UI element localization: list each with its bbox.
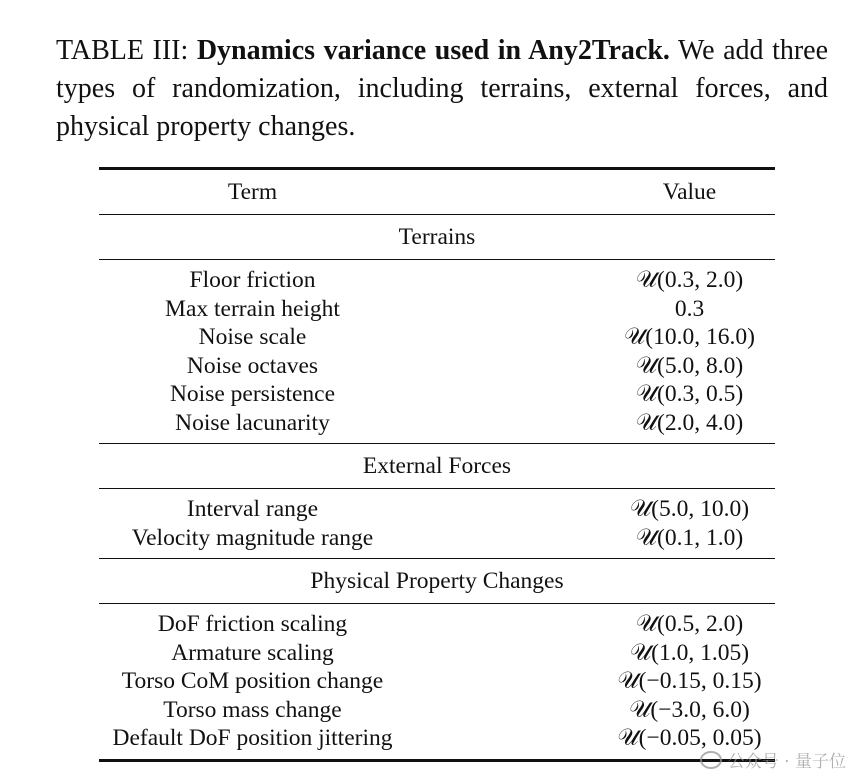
table-row bbox=[99, 409, 775, 438]
table-row bbox=[99, 352, 775, 381]
value-cell: 𝒰(5.0, 10.0) bbox=[629, 496, 750, 522]
term-cell: Torso mass change bbox=[163, 696, 342, 723]
header-row bbox=[99, 170, 775, 214]
section-title-terrains: Terrains bbox=[398, 224, 476, 250]
value-cell: 𝒰(−0.05, 0.05) bbox=[617, 725, 762, 751]
table-row bbox=[99, 266, 775, 295]
table-row bbox=[99, 696, 775, 725]
table-row bbox=[99, 295, 775, 324]
term-cell: Armature scaling bbox=[171, 639, 334, 666]
value-cell: 𝒰(2.0, 4.0) bbox=[635, 409, 744, 436]
term-cell: Interval range bbox=[186, 496, 319, 522]
term-cell: Noise scale bbox=[198, 324, 307, 350]
value-cell: 𝒰(0.3, 0.5) bbox=[635, 381, 744, 407]
wechat-icon bbox=[700, 751, 722, 769]
term-cell: Max terrain height bbox=[165, 295, 340, 322]
table-row bbox=[99, 495, 775, 524]
value-cell: 𝒰(0.5, 2.0) bbox=[635, 611, 744, 637]
caption-title: Dynamics variance used in Any2Track. bbox=[196, 35, 670, 66]
term-cell: Torso CoM position change bbox=[121, 668, 384, 694]
term-cell: Noise lacunarity bbox=[175, 409, 330, 436]
table-row bbox=[99, 639, 775, 668]
caption-label: TABLE III: bbox=[56, 35, 189, 66]
value-cell: 𝒰(−3.0, 6.0) bbox=[629, 696, 750, 723]
term-cell: Velocity magnitude range bbox=[131, 524, 374, 551]
table-row bbox=[99, 610, 775, 639]
watermark-text: 公众号 · 量子位 bbox=[727, 752, 846, 772]
term-cell: Noise persistence bbox=[169, 381, 336, 407]
value-cell: 0.3 bbox=[674, 295, 705, 322]
header-term: Term bbox=[227, 179, 278, 205]
term-cell: Floor friction bbox=[189, 267, 316, 293]
value-cell: 𝒰(1.0, 1.05) bbox=[629, 639, 750, 666]
value-cell: 𝒰(10.0, 16.0) bbox=[624, 324, 755, 350]
value-cell: 𝒰(0.1, 1.0) bbox=[635, 524, 744, 551]
table-row bbox=[99, 667, 775, 696]
dynamics-table bbox=[99, 167, 775, 762]
value-cell: 𝒰(5.0, 8.0) bbox=[635, 352, 744, 379]
section-title-physical-property-changes: Physical Property Changes bbox=[310, 568, 564, 594]
table-row bbox=[99, 724, 775, 753]
section-title-external-forces: External Forces bbox=[362, 453, 512, 479]
term-cell: Noise octaves bbox=[186, 352, 319, 379]
value-cell: 𝒰(−0.15, 0.15) bbox=[617, 668, 762, 694]
term-cell: DoF friction scaling bbox=[157, 611, 348, 637]
value-cell: 𝒰(0.3, 2.0) bbox=[635, 267, 744, 293]
header-value: Value bbox=[662, 179, 717, 205]
caption-text: We add three types of randomization, including terrains, external forces, and physical property changes. bbox=[56, 35, 829, 142]
table-row bbox=[99, 323, 775, 352]
table-row bbox=[99, 524, 775, 553]
term-cell: Default DoF position jittering bbox=[112, 725, 393, 751]
table-row bbox=[99, 380, 775, 409]
table-caption bbox=[56, 32, 828, 146]
watermark bbox=[700, 747, 846, 772]
bottom-rule bbox=[99, 759, 775, 762]
